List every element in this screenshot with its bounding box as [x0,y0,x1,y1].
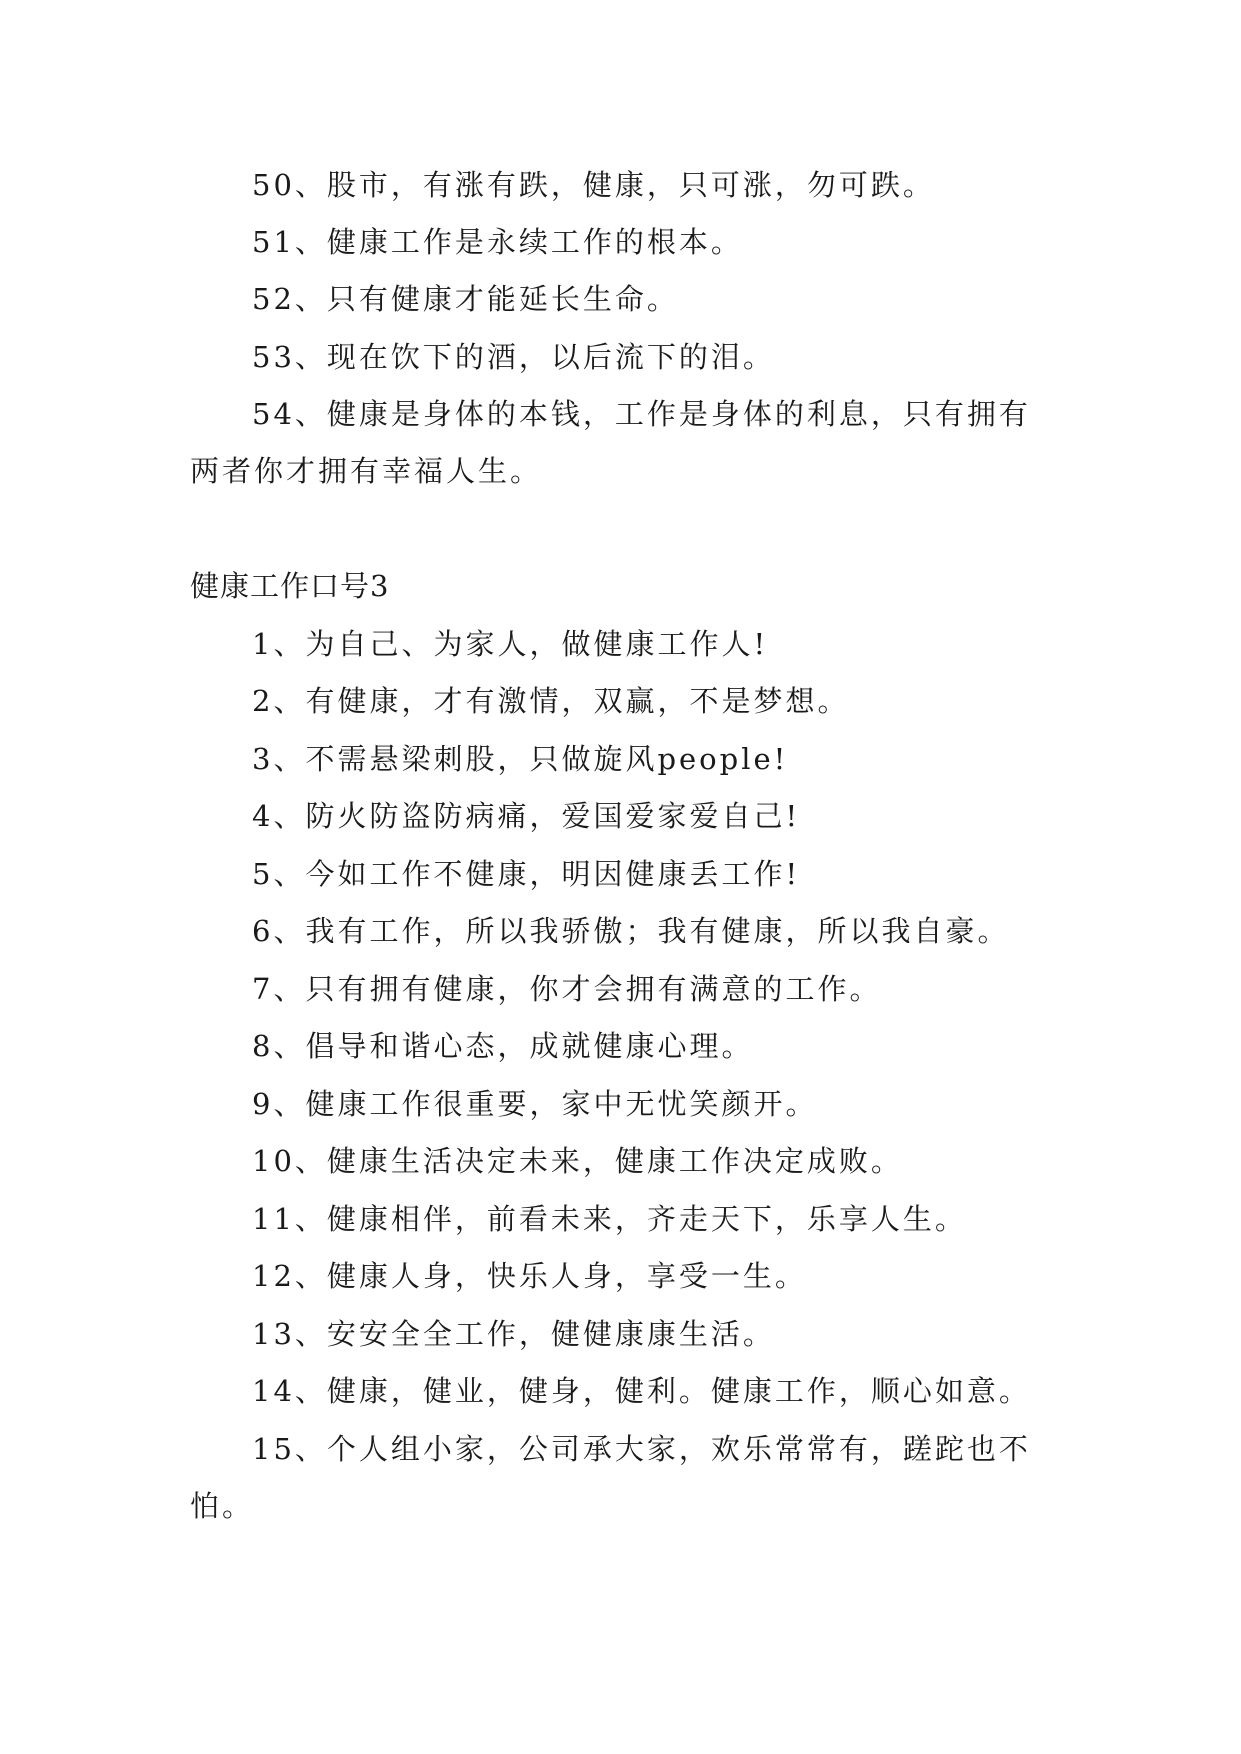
slogan-item: 53、现在饮下的酒，以后流下的泪。 [252,340,775,374]
slogan-item: 51、健康工作是永续工作的根本。 [252,225,743,259]
slogan-item: 2、有健康，才有激情，双赢，不是梦想。 [252,684,850,718]
slogan-item: 12、健康人身，快乐人身，享受一生。 [252,1259,807,1293]
section-heading: 健康工作口号3 [190,569,390,603]
slogan-item: 9、健康工作很重要，家中无忧笑颜开。 [252,1087,818,1121]
slogan-item: 14、健康，健业，健身，健利。健康工作，顺心如意。 [252,1374,1031,1408]
slogan-item: 15、个人组小家，公司承大家，欢乐常常有，蹉跎也不 [252,1432,1031,1466]
slogan-item-continuation: 两者你才拥有幸福人生。 [190,454,543,488]
slogan-item: 50、股市，有涨有跌，健康，只可涨，勿可跌。 [252,168,935,202]
slogan-item: 4、防火防盗防病痛，爱国爱家爱自己! [252,799,801,833]
slogan-item: 10、健康生活决定未来，健康工作决定成败。 [252,1144,903,1178]
slogan-item: 5、今如工作不健康，明因健康丢工作! [252,857,801,891]
slogan-item: 52、只有健康才能延长生命。 [252,282,679,316]
slogan-item: 3、不需悬梁刺股，只做旋风people! [252,742,789,776]
slogan-item: 11、健康相伴，前看未来，齐走天下，乐享人生。 [252,1202,967,1236]
slogan-item: 6、我有工作，所以我骄傲；我有健康，所以我自豪。 [252,914,1010,948]
slogan-item-continuation: 怕。 [190,1489,255,1523]
slogan-item: 1、为自己、为家人，做健康工作人! [252,627,769,661]
slogan-item: 8、倡导和谐心态，成就健康心理。 [252,1029,754,1063]
slogan-item: 7、只有拥有健康，你才会拥有满意的工作。 [252,972,882,1006]
slogan-item: 13、安安全全工作，健健康康生活。 [252,1317,775,1351]
slogan-item: 54、健康是身体的本钱，工作是身体的利息，只有拥有 [252,397,1031,431]
